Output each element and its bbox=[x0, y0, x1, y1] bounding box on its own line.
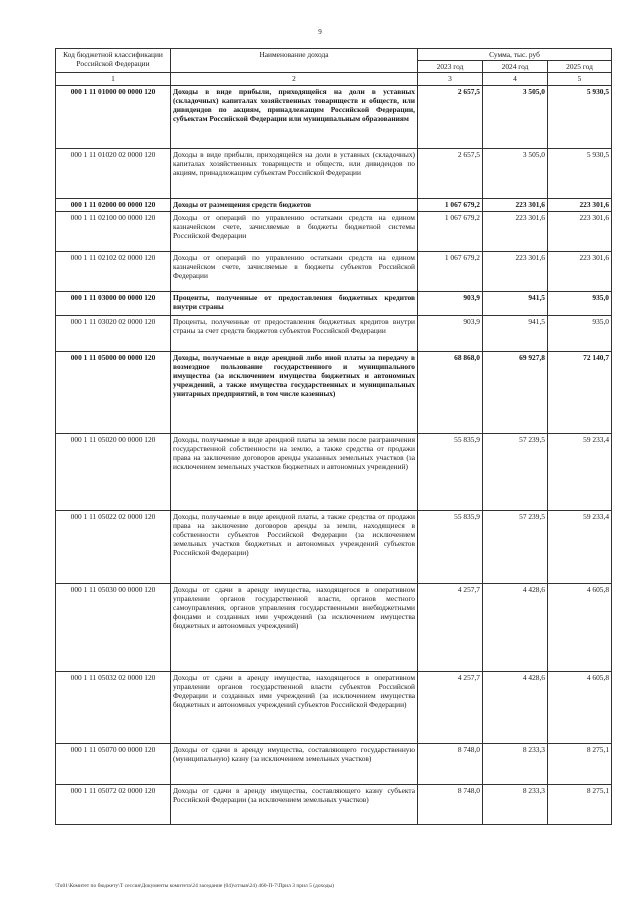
amount-2025-cell: 223 301,6 bbox=[548, 251, 612, 291]
table-row bbox=[56, 510, 612, 583]
code-column-header: Код бюджетной классификации Российской Федерации bbox=[56, 49, 171, 73]
amount-2024-cell: 4 428,6 bbox=[483, 671, 548, 743]
budget-code-cell: 000 1 11 01020 02 0000 120 bbox=[56, 148, 171, 198]
table-row bbox=[56, 743, 612, 784]
table-row bbox=[56, 583, 612, 671]
amount-2024-cell: 941,5 bbox=[483, 315, 548, 351]
amount-2023-cell: 1 067 679,2 bbox=[418, 198, 483, 211]
revenue-table bbox=[55, 48, 612, 825]
revenue-name-cell: Доходы от операций по управлению остатками средств на едином казначейском счете, зачисляемые в бюджеты субъектов Российской Федерации bbox=[171, 251, 418, 291]
table-row bbox=[56, 148, 612, 198]
amount-2023-cell: 8 748,0 bbox=[418, 743, 483, 784]
amount-2023-cell: 55 835,9 bbox=[418, 510, 483, 583]
amount-2024-cell: 57 239,5 bbox=[483, 510, 548, 583]
amount-2023-cell: 2 657,5 bbox=[418, 85, 483, 148]
budget-code-cell: 000 1 11 02102 02 0000 120 bbox=[56, 251, 171, 291]
budget-code-cell: 000 1 11 02100 00 0000 120 bbox=[56, 211, 171, 251]
revenue-name-cell: Доходы, получаемые в виде арендной платы за земли после разграничения государственной собственности на землю, а также средства от продажи права на заключение договоров аренды указанных земельных участков (за исключением земельных участков бюджетных и автономных учреждений) bbox=[171, 433, 418, 510]
budget-code-cell: 000 1 11 05032 02 0000 120 bbox=[56, 671, 171, 743]
page-number: 9 bbox=[318, 28, 322, 36]
amount-2023-cell: 55 835,9 bbox=[418, 433, 483, 510]
revenue-name-cell: Доходы в виде прибыли, приходящейся на доли в уставных (складочных) капиталах хозяйственных товариществ и обществ, или дивидендов по акциям, принадлежащим Российской Федерации, субъектам Российской Федерации или муниципальным образованиям bbox=[171, 85, 418, 148]
budget-code-cell: 000 1 11 05030 00 0000 120 bbox=[56, 583, 171, 671]
revenue-name-cell: Доходы от сдачи в аренду имущества, составляющего казну субъекта Российской Федерации (за исключением земельных участков) bbox=[171, 784, 418, 824]
revenue-name-cell: Доходы от сдачи в аренду имущества, находящегося в оперативном управлении органов государственной власти субъектов Российской Федерации и созданных ими учреждений (за исключением имущества бюджетных и автономных учреждений субъектов Российской Федерации) bbox=[171, 671, 418, 743]
table-row bbox=[56, 784, 612, 824]
table-row bbox=[56, 671, 612, 743]
amount-2025-cell: 59 233,4 bbox=[548, 510, 612, 583]
amount-2024-cell: 4 428,6 bbox=[483, 583, 548, 671]
column-index: 3 bbox=[418, 73, 483, 85]
amount-2023-cell: 1 067 679,2 bbox=[418, 251, 483, 291]
amount-2024-cell: 941,5 bbox=[483, 291, 548, 315]
revenue-name-cell: Доходы, получаемые в виде арендной платы, а также средства от продажи права на заключение договоров аренды за земли, находящиеся в собственности субъектов Российской Федерации (за исключением земельных участков бюджетных и автономных учреждений субъектов Российской Федерации) bbox=[171, 510, 418, 583]
budget-code-cell: 000 1 11 05000 00 0000 120 bbox=[56, 351, 171, 433]
amount-2024-cell: 223 301,6 bbox=[483, 251, 548, 291]
table-row bbox=[56, 198, 612, 211]
budget-code-cell: 000 1 11 03020 02 0000 120 bbox=[56, 315, 171, 351]
amount-2024-cell: 223 301,6 bbox=[483, 198, 548, 211]
file-path-footer: \Tu01\Комитет по бюджету\Т сессия\Документы комитета\24 заседание (04)\отзыв\24) 460-П-7\Прил 3 прил 5 (доходы) bbox=[55, 883, 334, 889]
table-row bbox=[56, 351, 612, 433]
table-row bbox=[56, 211, 612, 251]
column-index: 1 bbox=[56, 73, 171, 85]
amount-2024-cell: 223 301,6 bbox=[483, 211, 548, 251]
budget-code-cell: 000 1 11 05022 02 0000 120 bbox=[56, 510, 171, 583]
amount-2025-cell: 4 605,8 bbox=[548, 671, 612, 743]
amount-2025-cell: 5 930,5 bbox=[548, 148, 612, 198]
table-body bbox=[56, 85, 612, 824]
column-index: 4 bbox=[483, 73, 548, 85]
revenue-name-cell: Доходы от операций по управлению остатками средств на едином казначейском счете, зачисляемые в бюджеты бюджетной системы Российской Федерации bbox=[171, 211, 418, 251]
amount-2023-cell: 68 868,0 bbox=[418, 351, 483, 433]
budget-code-cell: 000 1 11 05072 02 0000 120 bbox=[56, 784, 171, 824]
amount-2025-cell: 223 301,6 bbox=[548, 211, 612, 251]
amount-2023-cell: 4 257,7 bbox=[418, 583, 483, 671]
amount-2025-cell: 72 140,7 bbox=[548, 351, 612, 433]
name-column-header: Наименование дохода bbox=[171, 49, 418, 73]
year-2025-header: 2025 год bbox=[548, 61, 612, 73]
year-2023-header: 2023 год bbox=[418, 61, 483, 73]
amount-2025-cell: 59 233,4 bbox=[548, 433, 612, 510]
table-row bbox=[56, 433, 612, 510]
amount-2025-cell: 8 275,1 bbox=[548, 784, 612, 824]
amount-2023-cell: 1 067 679,2 bbox=[418, 211, 483, 251]
amount-2023-cell: 8 748,0 bbox=[418, 784, 483, 824]
column-index: 2 bbox=[171, 73, 418, 85]
amount-2024-cell: 57 239,5 bbox=[483, 433, 548, 510]
sum-column-header: Сумма, тыс. руб bbox=[418, 49, 612, 61]
revenue-name-cell: Проценты, полученные от предоставления бюджетных кредитов внутри страны bbox=[171, 291, 418, 315]
column-index: 5 bbox=[548, 73, 612, 85]
amount-2025-cell: 4 605,8 bbox=[548, 583, 612, 671]
table-row bbox=[56, 85, 612, 148]
revenue-name-cell: Доходы в виде прибыли, приходящейся на доли в уставных (складочных) капиталах хозяйственных товариществ и обществ, или дивидендов по акциям, принадлежащим субъектам Российской Федерации bbox=[171, 148, 418, 198]
amount-2024-cell: 69 927,8 bbox=[483, 351, 548, 433]
table-row bbox=[56, 251, 612, 291]
revenue-name-cell: Доходы от сдачи в аренду имущества, находящегося в оперативном управлении органов государственной власти, органов местного самоуправления, органов управления государственными внебюджетными фондами и созданных ими учреждений (за исключением имущества бюджетных и автономных учреждений) bbox=[171, 583, 418, 671]
amount-2023-cell: 903,9 bbox=[418, 315, 483, 351]
revenue-name-cell: Доходы, получаемые в виде арендной либо иной платы за передачу в возмездное пользование государственного и муниципального имущества (за исключением имущества бюджетных и автономных учреждений, а также имущества государственных и муниципальных унитарных предприятий, в том числе казенных) bbox=[171, 351, 418, 433]
budget-code-cell: 000 1 11 02000 00 0000 120 bbox=[56, 198, 171, 211]
amount-2025-cell: 223 301,6 bbox=[548, 198, 612, 211]
table-row bbox=[56, 291, 612, 315]
revenue-name-cell: Доходы от размещения средств бюджетов bbox=[171, 198, 418, 211]
amount-2023-cell: 903,9 bbox=[418, 291, 483, 315]
budget-code-cell: 000 1 11 05070 00 0000 120 bbox=[56, 743, 171, 784]
budget-code-cell: 000 1 11 03000 00 0000 120 bbox=[56, 291, 171, 315]
amount-2023-cell: 4 257,7 bbox=[418, 671, 483, 743]
amount-2025-cell: 935,0 bbox=[548, 291, 612, 315]
amount-2025-cell: 935,0 bbox=[548, 315, 612, 351]
revenue-name-cell: Проценты, полученные от предоставления бюджетных кредитов внутри страны за счет средств бюджетов субъектов Российской Федерации bbox=[171, 315, 418, 351]
amount-2025-cell: 8 275,1 bbox=[548, 743, 612, 784]
amount-2024-cell: 3 505,0 bbox=[483, 148, 548, 198]
amount-2024-cell: 8 233,3 bbox=[483, 743, 548, 784]
revenue-name-cell: Доходы от сдачи в аренду имущества, составляющего государственную (муниципальную) казну (за исключением земельных участков) bbox=[171, 743, 418, 784]
table-row bbox=[56, 315, 612, 351]
year-2024-header: 2024 год bbox=[483, 61, 548, 73]
budget-code-cell: 000 1 11 01000 00 0000 120 bbox=[56, 85, 171, 148]
budget-code-cell: 000 1 11 05020 00 0000 120 bbox=[56, 433, 171, 510]
amount-2024-cell: 8 233,3 bbox=[483, 784, 548, 824]
amount-2024-cell: 3 505,0 bbox=[483, 85, 548, 148]
amount-2025-cell: 5 930,5 bbox=[548, 85, 612, 148]
amount-2023-cell: 2 657,5 bbox=[418, 148, 483, 198]
